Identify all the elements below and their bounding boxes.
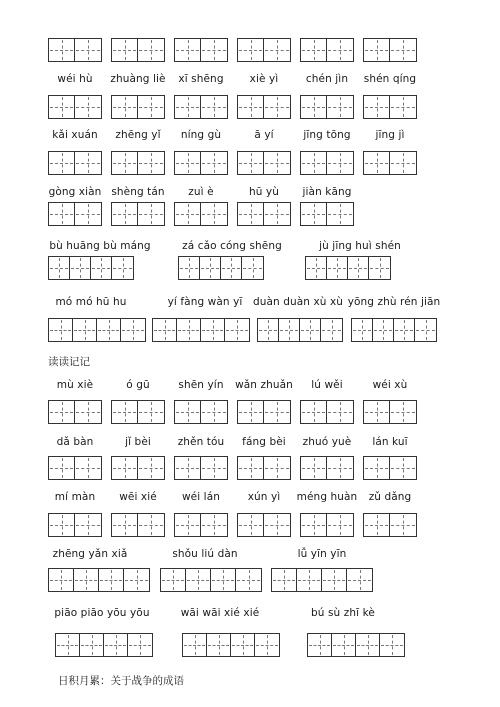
writing-cell[interactable]: [138, 401, 164, 423]
writing-cell[interactable]: [322, 569, 347, 591]
writing-cell[interactable]: [348, 257, 369, 279]
writing-box-m-ng-hu-n[interactable]: [300, 513, 354, 537]
writing-cell[interactable]: [138, 39, 164, 61]
writing-cell[interactable]: [70, 257, 91, 279]
writing-box-j-ng-j-[interactable]: [363, 151, 417, 175]
writing-cell[interactable]: [255, 634, 279, 656]
writing-cell[interactable]: [112, 39, 138, 61]
writing-cell[interactable]: [258, 319, 279, 341]
writing-cell[interactable]: [238, 96, 264, 118]
pinyin-label: xiè yì: [249, 73, 279, 85]
writing-box-m-xi-[interactable]: [48, 400, 102, 424]
writing-cell[interactable]: [75, 39, 101, 61]
writing-cell[interactable]: [301, 457, 327, 479]
writing-cell[interactable]: [236, 569, 261, 591]
writing-cell[interactable]: [201, 457, 227, 479]
pinyin-label: wǎn zhuǎn: [235, 379, 293, 391]
pinyin-label: zhěn tóu: [177, 436, 225, 448]
writing-cell[interactable]: [364, 401, 390, 423]
writing-cell[interactable]: [327, 96, 353, 118]
writing-cell[interactable]: [75, 514, 101, 536]
writing-cell[interactable]: [238, 401, 264, 423]
writing-cell[interactable]: [264, 401, 290, 423]
writing-cell[interactable]: [308, 634, 332, 656]
pinyin-label: jīng jì: [375, 129, 405, 141]
writing-box--y-[interactable]: [237, 151, 291, 175]
writing-box-w-i-h-[interactable]: [48, 95, 102, 119]
writing-cell[interactable]: [49, 39, 75, 61]
pinyin-label: wēi xié: [119, 491, 157, 503]
pinyin-label: bú sù zhī kè: [311, 607, 375, 619]
writing-box-n-ng-g-[interactable]: [174, 151, 228, 175]
writing-box-pi-o-pi-o-y-u-y-u[interactable]: [55, 633, 153, 657]
writing-cell[interactable]: [175, 514, 201, 536]
writing-cell[interactable]: [364, 39, 390, 61]
writing-cell[interactable]: [186, 569, 211, 591]
writing-box-blank[interactable]: [174, 38, 228, 62]
pinyin-label: wéi xù: [372, 379, 408, 391]
writing-cell[interactable]: [264, 96, 290, 118]
writing-box-m-m-n[interactable]: [48, 513, 102, 537]
writing-cell[interactable]: [327, 257, 348, 279]
writing-cell[interactable]: [272, 569, 297, 591]
writing-box-w-i-x-[interactable]: [363, 400, 417, 424]
pinyin-label: zhuàng liè: [110, 73, 166, 85]
writing-cell[interactable]: [128, 634, 152, 656]
pinyin-label: zhuó yuè: [302, 436, 352, 448]
writing-cell[interactable]: [175, 457, 201, 479]
writing-box-x-sh-ng[interactable]: [174, 95, 228, 119]
writing-cell[interactable]: [175, 203, 201, 225]
writing-cell[interactable]: [242, 257, 263, 279]
writing-box-m-m-h-hu[interactable]: [48, 318, 146, 342]
writing-box-blank[interactable]: [363, 38, 417, 62]
writing-cell[interactable]: [121, 319, 145, 341]
writing-cell[interactable]: [175, 401, 201, 423]
writing-cell[interactable]: [49, 569, 74, 591]
writing-cell[interactable]: [356, 634, 380, 656]
writing-cell[interactable]: [175, 39, 201, 61]
writing-box-h-y-[interactable]: [237, 202, 291, 226]
writing-cell[interactable]: [369, 257, 390, 279]
writing-cell[interactable]: [390, 401, 416, 423]
pinyin-label: wéi hù: [57, 73, 93, 85]
writing-cell[interactable]: [327, 401, 353, 423]
pinyin-label: méng huàn: [296, 491, 358, 503]
writing-cell[interactable]: [175, 96, 201, 118]
writing-box--g-[interactable]: [111, 400, 165, 424]
writing-cell[interactable]: [80, 634, 104, 656]
pinyin-label: zhēng yǐ: [115, 129, 161, 141]
writing-box-blank[interactable]: [48, 38, 102, 62]
writing-cell[interactable]: [75, 401, 101, 423]
writing-box-f-ng-b-i[interactable]: [237, 456, 291, 480]
pinyin-label: lú wěi: [311, 379, 343, 391]
writing-cell[interactable]: [297, 569, 322, 591]
writing-cell[interactable]: [112, 96, 138, 118]
writing-cell[interactable]: [264, 514, 290, 536]
writing-cell[interactable]: [415, 319, 436, 341]
pinyin-label: lǚ yīn yīn: [297, 548, 347, 560]
pinyin-label: ā yí: [254, 129, 274, 141]
writing-cell[interactable]: [225, 319, 249, 341]
writing-cell[interactable]: [75, 152, 101, 174]
writing-cell[interactable]: [99, 569, 124, 591]
writing-cell[interactable]: [231, 634, 255, 656]
writing-cell[interactable]: [201, 96, 227, 118]
writing-box-g-ng-xi-n[interactable]: [48, 202, 102, 226]
writing-box-b-s-zh-k-[interactable]: [307, 633, 405, 657]
writing-box-w-i-w-i-xi-xi-[interactable]: [182, 633, 280, 657]
writing-cell[interactable]: [373, 319, 394, 341]
pinyin-label: shèng tán: [111, 186, 165, 198]
writing-box-x-n-y-[interactable]: [237, 513, 291, 537]
writing-box-w-i-l-n[interactable]: [174, 513, 228, 537]
pinyin-label: wāi wāi xié xié: [180, 607, 260, 619]
writing-box-zhu-yu-[interactable]: [300, 456, 354, 480]
pinyin-label: xún yì: [247, 491, 281, 503]
writing-box-blank[interactable]: [300, 38, 354, 62]
writing-cell[interactable]: [390, 39, 416, 61]
writing-cell[interactable]: [321, 319, 342, 341]
pinyin-label: wéi lán: [181, 491, 220, 503]
writing-cell[interactable]: [138, 203, 164, 225]
writing-box-sh-u-li-d-n[interactable]: [160, 568, 262, 592]
pinyin-label: duàn duàn xù xù: [252, 296, 344, 308]
writing-cell[interactable]: [138, 152, 164, 174]
writing-box-j-b-i[interactable]: [111, 456, 165, 480]
writing-cell[interactable]: [49, 319, 73, 341]
writing-cell[interactable]: [49, 401, 75, 423]
pinyin-label: fáng bèi: [242, 436, 286, 448]
writing-box-du-n-du-n-x-x-[interactable]: [257, 318, 343, 342]
writing-cell[interactable]: [112, 203, 138, 225]
writing-box-blank[interactable]: [111, 38, 165, 62]
writing-cell[interactable]: [221, 257, 242, 279]
writing-cell[interactable]: [364, 514, 390, 536]
writing-cell[interactable]: [49, 457, 75, 479]
pinyin-label: piāo piāo yōu yōu: [54, 607, 150, 619]
writing-box-z-d-ng[interactable]: [363, 513, 417, 537]
writing-cell[interactable]: [49, 203, 75, 225]
writing-cell[interactable]: [161, 569, 186, 591]
writing-box-k-i-xu-n[interactable]: [48, 151, 102, 175]
writing-cell[interactable]: [364, 457, 390, 479]
writing-cell[interactable]: [74, 569, 99, 591]
writing-cell[interactable]: [238, 203, 264, 225]
writing-box-zh-ng-y-n-xi-[interactable]: [48, 568, 150, 592]
writing-cell[interactable]: [264, 203, 290, 225]
writing-box-zhu-ng-li-[interactable]: [111, 95, 165, 119]
writing-cell[interactable]: [301, 401, 327, 423]
writing-cell[interactable]: [301, 203, 327, 225]
writing-cell[interactable]: [306, 257, 327, 279]
writing-cell[interactable]: [394, 319, 415, 341]
section-heading-daily-accumulation: 日积月累：关于战争的成语: [58, 675, 184, 687]
pinyin-label: jiàn kāng: [302, 186, 352, 198]
writing-cell[interactable]: [327, 514, 353, 536]
writing-cell[interactable]: [200, 257, 221, 279]
writing-cell[interactable]: [201, 203, 227, 225]
writing-cell[interactable]: [327, 39, 353, 61]
writing-cell[interactable]: [56, 634, 80, 656]
writing-box-j-j-ng-hu-sh-n[interactable]: [305, 256, 391, 280]
pinyin-label: mí màn: [54, 491, 96, 503]
writing-cell[interactable]: [201, 514, 227, 536]
writing-cell[interactable]: [112, 514, 138, 536]
writing-box-l-y-n-y-n[interactable]: [271, 568, 373, 592]
writing-cell[interactable]: [75, 457, 101, 479]
writing-cell[interactable]: [201, 319, 225, 341]
writing-cell[interactable]: [238, 457, 264, 479]
writing-cell[interactable]: [177, 319, 201, 341]
writing-cell[interactable]: [347, 569, 372, 591]
writing-cell[interactable]: [264, 39, 290, 61]
writing-cell[interactable]: [75, 96, 101, 118]
writing-box-sh-n-y-n[interactable]: [174, 400, 228, 424]
writing-cell[interactable]: [49, 514, 75, 536]
writing-box-b-hu-ng-b-m-ng[interactable]: [48, 256, 134, 280]
pinyin-label: zuì è: [188, 186, 214, 198]
writing-cell[interactable]: [390, 457, 416, 479]
writing-cell[interactable]: [352, 319, 373, 341]
pinyin-label: zhēng yǎn xiǎ: [52, 548, 128, 560]
pinyin-label: shǒu liú dàn: [172, 548, 238, 560]
writing-cell[interactable]: [390, 96, 416, 118]
pinyin-label: zǔ dǎng: [368, 491, 412, 503]
writing-cell[interactable]: [211, 569, 236, 591]
writing-cell[interactable]: [264, 152, 290, 174]
pinyin-label: shēn yín: [178, 379, 224, 391]
writing-cell[interactable]: [390, 152, 416, 174]
writing-cell[interactable]: [138, 514, 164, 536]
pinyin-label: kǎi xuán: [52, 129, 98, 141]
pinyin-label: ó gū: [126, 379, 150, 391]
writing-cell[interactable]: [97, 319, 121, 341]
pinyin-label: níng gù: [180, 129, 222, 141]
writing-cell[interactable]: [327, 152, 353, 174]
writing-box-z-c-o-c-ng-sh-ng[interactable]: [178, 256, 264, 280]
writing-cell[interactable]: [179, 257, 200, 279]
writing-box-w-i-xi-[interactable]: [111, 513, 165, 537]
pinyin-label: hū yù: [248, 186, 280, 198]
writing-cell[interactable]: [183, 634, 207, 656]
pinyin-label: lán kuī: [372, 436, 408, 448]
writing-cell[interactable]: [279, 319, 300, 341]
writing-cell[interactable]: [138, 96, 164, 118]
writing-cell[interactable]: [364, 96, 390, 118]
pinyin-label: bù huāng bù máng: [49, 240, 151, 252]
pinyin-label: jǐ bèi: [125, 436, 151, 448]
writing-cell[interactable]: [138, 457, 164, 479]
writing-box-w-n-zhu-n[interactable]: [237, 400, 291, 424]
writing-box-ji-n-k-ng[interactable]: [300, 202, 354, 226]
writing-box-zh-n-t-u[interactable]: [174, 456, 228, 480]
writing-cell[interactable]: [112, 401, 138, 423]
writing-cell[interactable]: [238, 152, 264, 174]
writing-cell[interactable]: [301, 152, 327, 174]
writing-cell[interactable]: [104, 634, 128, 656]
writing-cell[interactable]: [124, 569, 149, 591]
pinyin-label: dǎ bàn: [56, 436, 94, 448]
writing-box-blank[interactable]: [237, 38, 291, 62]
writing-box-sh-ng-t-n[interactable]: [111, 202, 165, 226]
pinyin-label: mó mó hū hu: [55, 296, 127, 308]
writing-box-l-w-i[interactable]: [300, 400, 354, 424]
writing-cell[interactable]: [112, 457, 138, 479]
writing-box-y-ng-zh-r-n-ji-n[interactable]: [351, 318, 437, 342]
pinyin-label: chén jìn: [305, 73, 349, 85]
writing-cell[interactable]: [301, 39, 327, 61]
pinyin-label: zá cǎo cóng shēng: [182, 240, 282, 252]
writing-cell[interactable]: [91, 257, 112, 279]
writing-cell[interactable]: [390, 514, 416, 536]
writing-cell[interactable]: [175, 152, 201, 174]
pinyin-label: xī shēng: [178, 73, 224, 85]
writing-cell[interactable]: [238, 39, 264, 61]
writing-cell[interactable]: [327, 457, 353, 479]
pinyin-label: gòng xiàn: [48, 186, 102, 198]
writing-cell[interactable]: [264, 457, 290, 479]
writing-box-sh-n-q-ng[interactable]: [363, 95, 417, 119]
pinyin-label: mù xiè: [56, 379, 94, 391]
writing-cell[interactable]: [49, 96, 75, 118]
pinyin-label: shén qíng: [363, 73, 417, 85]
writing-cell[interactable]: [112, 152, 138, 174]
writing-cell[interactable]: [238, 514, 264, 536]
writing-cell[interactable]: [207, 634, 231, 656]
writing-cell[interactable]: [301, 96, 327, 118]
writing-cell[interactable]: [75, 203, 101, 225]
writing-box-l-n-ku-[interactable]: [363, 456, 417, 480]
writing-cell[interactable]: [300, 319, 321, 341]
writing-cell[interactable]: [112, 257, 133, 279]
writing-cell[interactable]: [49, 152, 75, 174]
writing-cell[interactable]: [153, 319, 177, 341]
writing-box-xi-y-[interactable]: [237, 95, 291, 119]
writing-cell[interactable]: [201, 39, 227, 61]
pinyin-label: jīng tōng: [303, 129, 351, 141]
writing-box-zu-[interactable]: [174, 202, 228, 226]
writing-box-j-ng-t-ng[interactable]: [300, 151, 354, 175]
writing-cell[interactable]: [201, 152, 227, 174]
pinyin-label: yōng zhù rén jiān: [347, 296, 441, 308]
writing-cell[interactable]: [301, 514, 327, 536]
writing-cell[interactable]: [327, 203, 353, 225]
writing-cell[interactable]: [201, 401, 227, 423]
section-heading-read-remember: 读读记记: [48, 356, 90, 368]
writing-cell[interactable]: [380, 634, 404, 656]
writing-box-y-f-ng-w-n-y-[interactable]: [152, 318, 250, 342]
writing-cell[interactable]: [364, 152, 390, 174]
writing-box-d-b-n[interactable]: [48, 456, 102, 480]
writing-cell[interactable]: [49, 257, 70, 279]
writing-box-ch-n-j-n[interactable]: [300, 95, 354, 119]
writing-box-zh-ng-y-[interactable]: [111, 151, 165, 175]
writing-cell[interactable]: [73, 319, 97, 341]
writing-cell[interactable]: [332, 634, 356, 656]
pinyin-label: jù jīng huì shén: [319, 240, 401, 252]
pinyin-label: yí fàng wàn yī: [167, 296, 243, 308]
